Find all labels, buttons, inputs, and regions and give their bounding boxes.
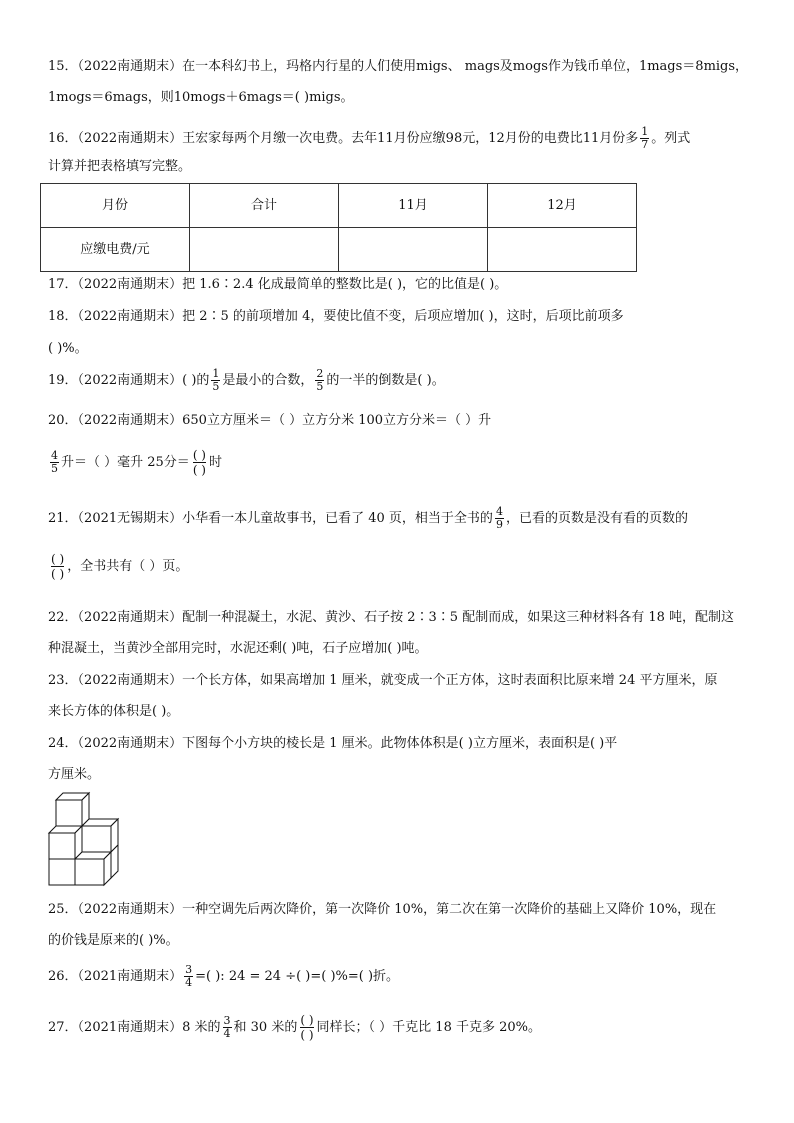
q26 <box>48 964 399 989</box>
q16-text-b: 。列式 <box>651 131 691 146</box>
q19-text-a: 19．（2022南通期末）( )的 <box>48 373 210 388</box>
row-label-fee: 应缴电费/元 <box>41 228 190 272</box>
q19 <box>48 368 445 393</box>
q16-text-a: 16．（2022南通期末）王宏家每两个月缴一次电费。去年11月份应缴98元，12月份的电费比11月份多 <box>48 131 639 146</box>
blank-fraction[interactable]: $\frac{( )}{( )}$ <box>192 448 206 477</box>
q18-line1: 18．（2022南通期末）把 2∶5 的前项增加 4，要使比值不变，后项应增加( )，这时，后项比前项多 <box>48 309 624 324</box>
header-month: 月份 <box>41 184 190 228</box>
q24-line1: 24．（2022南通期末）下图每个小方块的棱长是 1 厘米。此物体体积是( )立方厘米，表面积是( )平 <box>48 736 618 751</box>
cell-december-blank[interactable] <box>488 228 637 272</box>
q23-line1: 23．（2022南通期末）一个长方体，如果高增加 1 厘米，就变成一个正方体，这时表面积比原来增 24 平方厘米，原 <box>48 673 718 688</box>
q16-line2: 计算并把表格填写完整。 <box>48 159 192 174</box>
cube <box>82 819 118 852</box>
fraction-one-fifth: $\frac{1}{5}$ <box>212 367 220 393</box>
q21-text-b: ，已看的页数是没有看的页数的 <box>505 511 688 526</box>
cube-stack-figure <box>46 790 126 892</box>
header-total: 合计 <box>190 184 339 228</box>
q16-line1 <box>48 126 690 151</box>
fraction-four-ninths: $\frac{4}{9}$ <box>495 505 503 531</box>
q26-text-b: =( ): 24 = 24 ÷( )=( )%=( )折。 <box>195 969 400 984</box>
cube <box>56 793 89 826</box>
q20-text-b: 时 <box>209 455 223 470</box>
q22-line2: 种混凝土，当黄沙全部用完时，水泥还剩( )吨，石子应增加( )吨。 <box>48 641 428 656</box>
q21-text-a: 21．（2021无锡期末）小华看一本儿童故事书，已看了 40 页，相当于全书的 <box>48 511 493 526</box>
q21-text-c: ，全书共有（ ）页。 <box>67 559 189 574</box>
q15-line2: 1mogs＝6mags，则10mogs＋6mags＝( )migs。 <box>48 90 354 105</box>
q20-text-a: 升＝（ ）毫升 25分＝ <box>61 455 190 470</box>
q22-line1: 22．（2022南通期末）配制一种混凝土，水泥、黄沙、石子按 2∶3∶5 配制而成，如果这三种材料各有 18 吨，配制这 <box>48 610 735 625</box>
q21-line2 <box>48 552 188 581</box>
fraction-one-seventh: $\frac{1}{7}$ <box>641 125 649 151</box>
q23-line2: 来长方体的体积是( )。 <box>48 704 180 719</box>
q19-text-b: 是最小的合数， <box>222 373 314 388</box>
q18-line2: ( )%。 <box>48 341 88 356</box>
cell-november-blank[interactable] <box>339 228 488 272</box>
blank-fraction[interactable]: $\frac{( )}{( )}$ <box>300 1013 314 1042</box>
cube <box>49 859 75 885</box>
q21-line1 <box>48 506 688 531</box>
q25-line1: 25．（2022南通期末）一种空调先后两次降价，第一次降价 10%，第二次在第一次降价的基础上又降价 10%，现在 <box>48 902 717 917</box>
q15-line1: 15．（2022南通期末）在一本科幻书上，玛格内行星的人们使用migs、 mags及mogs作为钱币单位，1mags＝8migs， <box>48 59 749 74</box>
q27-text-c: 同样长；（ ）千克比 18 千克多 20%。 <box>316 1020 541 1035</box>
fraction-three-fourths: $\frac{3}{4}$ <box>185 963 193 989</box>
table-row <box>41 228 637 272</box>
q27-text-b: 和 30 米的 <box>233 1020 298 1035</box>
fraction-four-fifths: $\frac{4}{5}$ <box>51 449 58 475</box>
cell-total-blank[interactable] <box>190 228 339 272</box>
table-header-row <box>41 184 637 228</box>
q25-line2: 的价钱是原来的( )%。 <box>48 933 179 948</box>
q17: 17．（2022南通期末）把 1.6∶2.4 化成最简单的整数比是( )，它的比值是( )。 <box>48 277 508 292</box>
q19-text-c: 的一半的倒数是( )。 <box>326 373 445 388</box>
fraction-three-fourths: $\frac{3}{4}$ <box>223 1014 231 1040</box>
q26-text-a: 26．（2021南通期末） <box>48 969 183 984</box>
q27 <box>48 1013 541 1042</box>
electricity-fee-table <box>40 183 637 272</box>
header-november: 11月 <box>339 184 488 228</box>
cube <box>75 852 111 885</box>
cube <box>49 826 82 859</box>
fraction-two-fifths: $\frac{2}{5}$ <box>316 367 324 393</box>
q24-line2: 方厘米。 <box>48 767 101 782</box>
header-december: 12月 <box>488 184 637 228</box>
q20-line2 <box>48 448 222 477</box>
blank-fraction[interactable]: $\frac{( )}{( )}$ <box>51 552 65 581</box>
q27-text-a: 27．（2021南通期末）8 米的 <box>48 1020 221 1035</box>
q20-line1: 20．（2022南通期末）650立方厘米＝（ ）立方分米 100立方分米＝（ ）升 <box>48 413 492 428</box>
